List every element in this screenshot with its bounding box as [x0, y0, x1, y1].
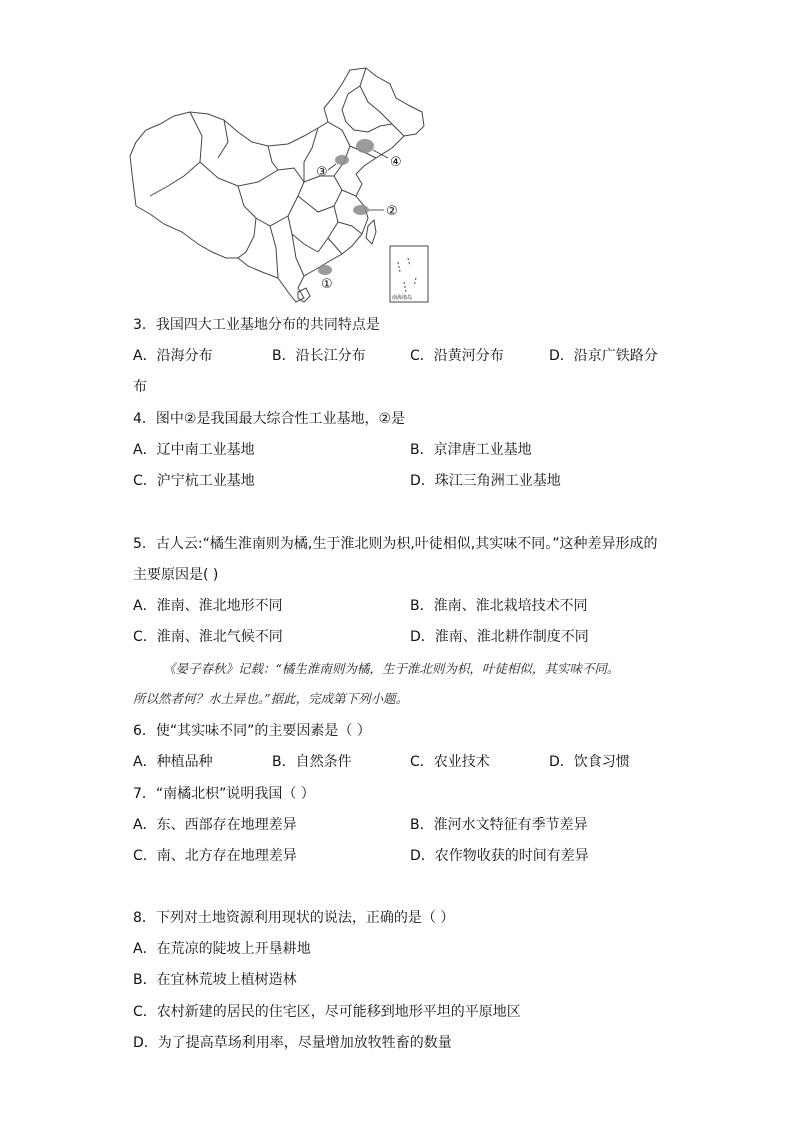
marker-4: ④	[390, 155, 402, 170]
q6-option-c[interactable]: C．农业技术	[410, 754, 490, 770]
q8-stem: 8．下列对土地资源利用现状的说法，正确的是（ ）	[133, 910, 455, 926]
q5-stem-line1: 5．古人云:“橘生淮南则为橘,生于淮北则为枳,叶徒相似,其实味不同。”这种差异形成的	[133, 536, 658, 552]
q5-option-d[interactable]: D．淮南、淮北耕作制度不同	[410, 629, 589, 645]
material-line2: 所以然者何？水土异也。”据此，完成第下列小题。	[133, 691, 409, 706]
q4-option-b[interactable]: B．京津唐工业基地	[410, 442, 532, 458]
taiwan-island	[366, 220, 376, 244]
q7-option-a[interactable]: A．东、西部存在地理差异	[133, 817, 297, 833]
q4-option-a[interactable]: A．辽中南工业基地	[133, 442, 255, 458]
q3-option-c[interactable]: C．沿黄河分布	[410, 348, 504, 364]
marker-2: ②	[386, 204, 398, 219]
base-area-liaozhongnan	[356, 139, 374, 153]
q7-option-d[interactable]: D．农作物收获的时间有差异	[410, 848, 589, 864]
q8-option-d[interactable]: D．为了提高草场利用率，尽量增加放牧牲畜的数量	[133, 1035, 452, 1051]
q6-option-d[interactable]: D．饮食习惯	[549, 754, 630, 770]
q3-stem: 3．我国四大工业基地分布的共同特点是	[133, 317, 380, 333]
south-china-sea-inset	[390, 246, 428, 302]
q6-stem: 6．使“其实味不同”的主要因素是（ ）	[133, 723, 371, 739]
q3-option-d[interactable]: D．沿京广铁路分	[549, 348, 658, 364]
q4-option-d[interactable]: D．珠江三角洲工业基地	[410, 473, 561, 489]
material-line1: 《晏子春秋》记载：“橘生淮南则为橘，生于淮北则为枳，叶徒相似，其实味不同。	[163, 661, 620, 676]
q4-stem: 4．图中②是我国最大综合性工业基地，②是	[133, 411, 406, 427]
q8-option-b[interactable]: B．在宜林荒坡上植树造林	[133, 972, 297, 988]
q3-option-b[interactable]: B．沿长江分布	[272, 348, 366, 364]
q5-option-a[interactable]: A．淮南、淮北地形不同	[133, 598, 283, 614]
q3-option-a[interactable]: A．沿海分布	[133, 348, 213, 364]
q7-option-b[interactable]: B．淮河水文特征有季节差异	[410, 817, 588, 833]
q7-option-c[interactable]: C．南、北方存在地理差异	[133, 848, 297, 864]
province-boundaries	[150, 68, 404, 278]
q5-option-b[interactable]: B．淮南、淮北栽培技术不同	[410, 598, 588, 614]
q5-stem-line2: 主要原因是( )	[133, 567, 219, 583]
china-industrial-bases-map	[128, 66, 433, 306]
marker-1: ①	[321, 277, 333, 292]
q4-option-c[interactable]: C．沪宁杭工业基地	[133, 473, 255, 489]
q8-option-c[interactable]: C．农村新建的居民的住宅区，尽可能移到地形平坦的平原地区	[133, 1004, 521, 1020]
base-area-jingjintang	[335, 155, 349, 165]
q3-option-d-wrap: 布	[133, 379, 147, 395]
q6-option-b[interactable]: B．自然条件	[272, 754, 352, 770]
q8-option-a[interactable]: A．在荒凉的陡坡上开垦耕地	[133, 941, 311, 957]
q5-option-c[interactable]: C．淮南、淮北气候不同	[133, 629, 283, 645]
q6-option-a[interactable]: A．种植品种	[133, 754, 213, 770]
q7-stem: 7．“南橘北枳”说明我国（ ）	[133, 786, 315, 802]
inset-label: 南海诸岛	[392, 295, 413, 301]
base-area-huning-hang	[353, 205, 369, 215]
marker-3: ③	[316, 165, 328, 180]
base-area-pearl-river-delta	[318, 265, 332, 275]
